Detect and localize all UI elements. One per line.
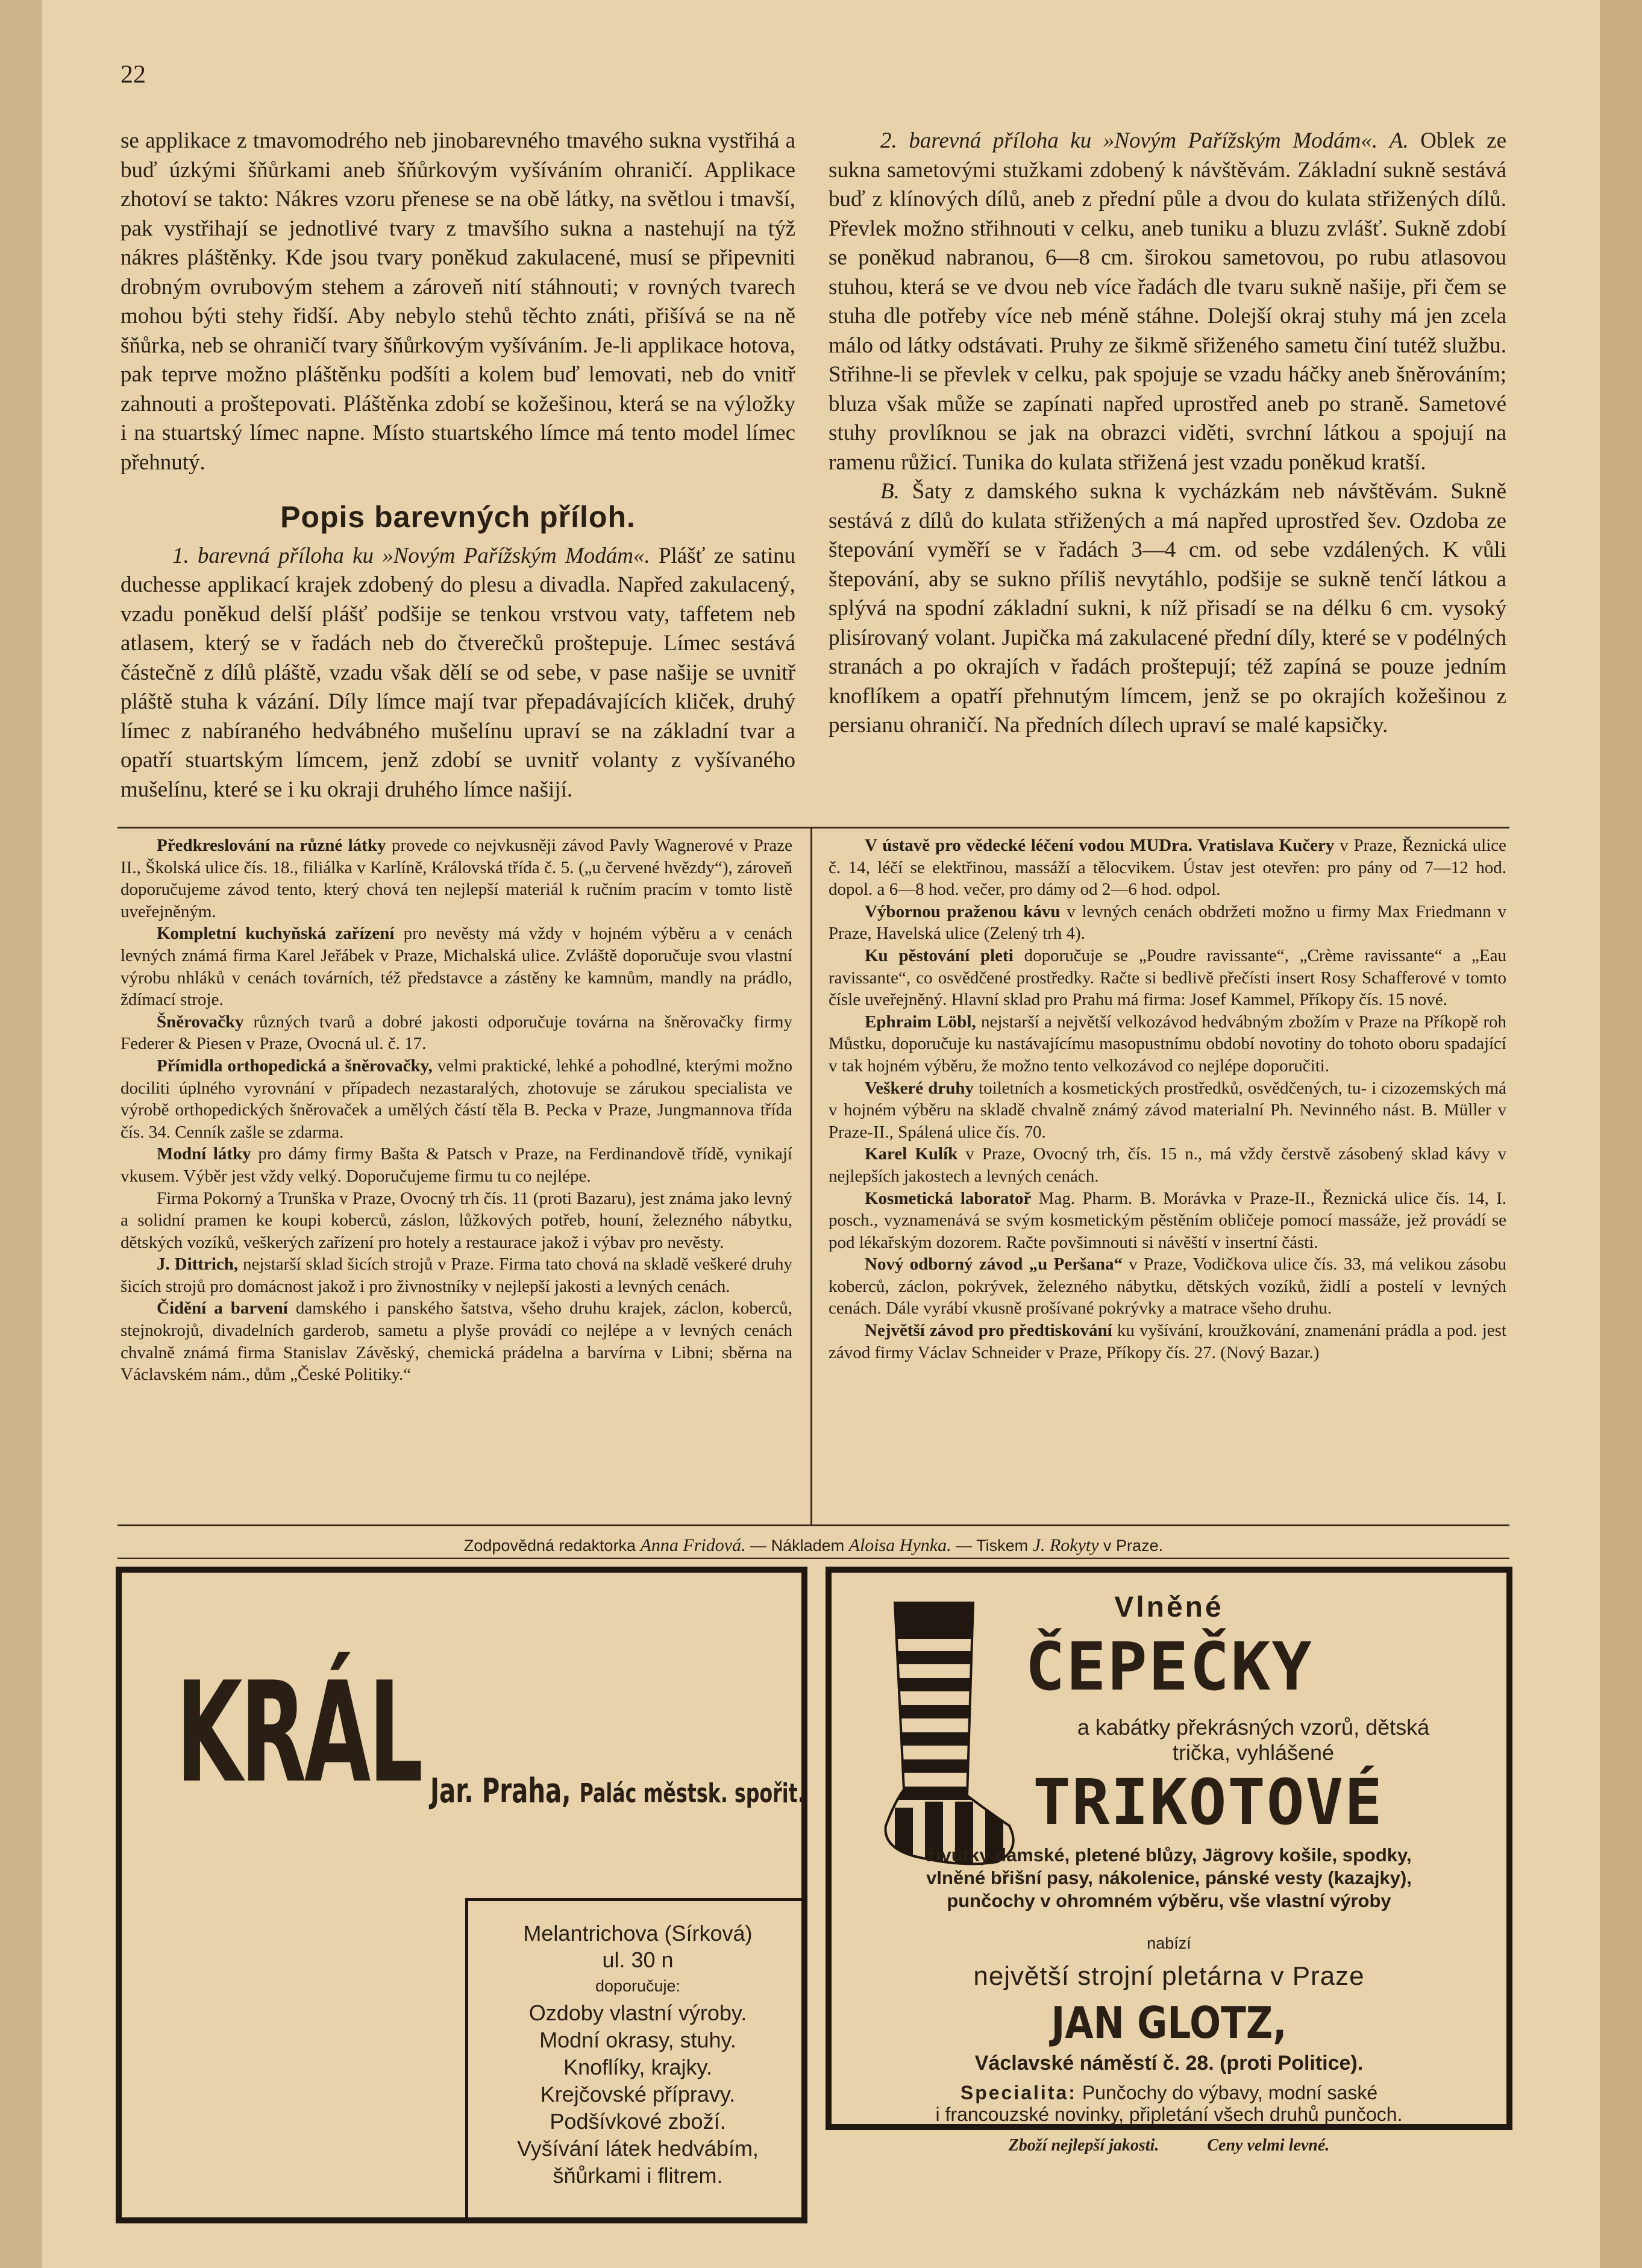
ad-glotz-specialita: Specialita: Punčochy do výbavy, modní saské i francouzské novinky, připletání všech druhů punčoch. — [935, 2082, 1403, 2125]
notice: Kosmetická laboratoř Mag. Pharm. B. Morávka v Praze-II., Řeznická ulice čís. 14, I. posch., vyznamenává se svým kosmetickým pěstěním obličeje pomocí massáže, jež provádí se pod lékařským dozorem. Račte povšimnouti si návěští v insertní části. — [829, 1188, 1507, 1252]
notices-left — [121, 835, 792, 1386]
plate2-a-paragraph — [829, 127, 1506, 477]
notice: Ku pěstování pleti doporučuje se „Poudre ravissante“, „Crème ravissante“ a „Eau ravissante“, co osvědčené prostředky. Račte si bedlivě přečísti insert Rosy Schafferové v tomto čísle uveřejněný. Hlavní sklad pro Prahu má firma: Josef Kammel, Příkopy čís. 15 nové. — [829, 945, 1506, 1010]
divider-notices-vertical — [810, 827, 812, 1524]
notice: Předkreslování na různé látky provede co nejvkusněji závod Pavly Wagnerové v Praze II., Školská ulice čís. 18., filiálka v Karlíně, Královská třída č. 5. („u červené hvězdy“), zároveň doporučujeme závod tento, který chová ten nejlepší materiál k ručním pracím v tomto listě uveřejněným. — [121, 836, 792, 921]
notice: V ústavě pro vědecké léčení vodou MUDra. Vratislava Kučery v Praze, Řeznická ulice č. 14, léčí se elektřinou, massáží a tělocvikem. Ústav jest otevřen: pro pány od 7—12 hod. dopol. a 6—8 hod. večer, pro dámy od 2—6 hod. odpol. — [829, 836, 1506, 900]
divider-notices-top — [118, 827, 1509, 829]
ad-glotz-nabizi: nabízí — [1147, 1934, 1191, 1952]
credits-line: Zodpovědná redaktorka Anna Fridová. — Nákladem Aloisa Hynka. — Tiskem J. Rokyty v Praze. — [463, 1535, 1164, 1555]
ad-glotz-address: Václavské náměstí č. 28. (proti Politice). — [974, 2052, 1364, 2075]
ad-glotz-vlnene: Vlněné — [1114, 1591, 1224, 1623]
ad-glotz-kabatky: a kabátky překrásných vzorů, dětská trička, vyhlášené — [1077, 1715, 1430, 1765]
divider-credits-top — [118, 1524, 1509, 1526]
page-edge-right — [1600, 0, 1642, 2268]
notice: Ephraim Löbl, nejstarší a největší velkozávod hedvábným zbožím v Praze na Příkopě roh Můstku, doporučuje ku nastávajícímu masopustnímu období novotiny do tohoto oboru spadající v tak hojném výběru, že možno tento velkozávod co nejlépe doporučiti. — [829, 1012, 1506, 1076]
ad-kral — [116, 1567, 807, 2223]
ad-kral-products: Ozdoby vlastní výroby. Modní okrasy, stuhy. Knoflíky, krajky. Krejčovské přípravy. Podšívkové zboží. Vyšívání látek hedvábím, šňůrkami i flitrem. — [517, 2000, 759, 2188]
plate2-b-text: Šaty z damského sukna k vycházkám neb návštěvám. Sukně sestává z dílů do kulata střižených a má napřed uprostřed šev. Ozdoba ze štepování vyměří se v řadách 3—4 cm. od sebe vzdálených. K vůli štepování, aby se sukno příliš nevytáhlo, podšije se sukně tenčí látkou a splývá na spodní základní sukni, k níž přisadí se na délku 6 cm. vysoký plisírovaný volant. Jupička má zakulacené přední díly, které se v podélných stranách a po okrajích v řadách proštepují; též zapíná se pouze jedním knoflíkem a opatří přehnutým límcem, jenž se po okrajích kožešinou z persianu ohraničí. Na předních dílech upraví se malé kapsičky. — [829, 479, 1507, 738]
section-title: Popis barevných příloh. — [280, 500, 636, 534]
ad-kral-subtitle: Jar. Praha, Palác městsk. spořit. — [430, 1771, 805, 1811]
ad-kral-details — [465, 1898, 807, 2223]
plate1-paragraph — [121, 542, 795, 805]
ad-glotz-products: živůtky damské, pletené blůzy, Jägrovy košile, spodky, vlněné břišní pasy, nákolenice, pánské vesty (kazajky), punčochy v ohromném výběru, vše vlastní výroby — [926, 1844, 1412, 1911]
divider-credits-bottom — [118, 1558, 1509, 1559]
notice: Šněrovačky různých tvarů a dobré jakosti odporučuje továrna na šněrovačky firmy Federer & Piesen v Praze, Ovocná ul. č. 17. — [121, 1012, 792, 1054]
plate1-heading: 1. barevná příloha ku »Novým Pařížským Modám«. — [172, 543, 650, 568]
notices-right — [829, 835, 1506, 1364]
ad-glotz-trikotove: TRIKOTOVÉ — [1033, 1765, 1383, 1839]
plate2-b-label: B. — [880, 479, 900, 504]
notice: Firma Pokorný a Trunška v Praze, Ovocný trh čís. 11 (proti Bazaru), jest známa jako levný a solidní pramen ke koupi koberců, záslon, lůžkových potřeb, houní, železného nábytku, dětských vozíků, veškerých zařízení pro hotely a restaurace jakož i výbav pro nevěsty. — [121, 1188, 792, 1252]
ad-glotz-slogan: největší strojní pletárna v Praze — [973, 1961, 1365, 1991]
notice: Výbornou praženou kávu v levných cenách obdržeti možno u firmy Max Friedmann v Praze, Havelská ulice (Zelený trh 4). — [829, 901, 1506, 944]
notice: Modní látky pro dámy firmy Bašta & Patsch v Praze, na Ferdinandově třídě, vynikají vkusem. Výběr jest vždy velký. Doporučujeme firmu tu co nejlépe. — [121, 1144, 792, 1186]
ad-glotz-name: JAN GLOTZ, — [1051, 1997, 1287, 2048]
ad-glotz — [826, 1567, 1512, 2155]
editor-name: Anna Fridová. — [640, 1535, 746, 1555]
notice: J. Dittrich, nejstarší sklad šicích strojů v Praze. Firma tato chová na skladě veškeré druhy šicích strojů pro domácnost jakož i pro živnostníky v nejlepší jakosti a levných cenách. — [121, 1255, 792, 1296]
notice: Karel Kulík v Praze, Ovocný trh, čís. 15 n., má vždy čerstvě zásobený sklad kávy v nejlepších jakostech a levných cenách. — [829, 1144, 1507, 1186]
notice: Největší závod pro předtiskování ku vyšívání, kroužkování, znamenání prádla a pod. jest závod firmy Václav Schneider v Praze, Příkopy čís. 27. (Nový Bazar.) — [829, 1321, 1506, 1362]
plate1-text: Plášť ze satinu duchesse applikací krajek zdobený do plesu a divadla. Napřed zakulacený, vzadu poněkud delší plášť podšije se tenkou vrstvou vaty, taffetem neb atlasem, který se v řadách neb do čtverečků proštepuje. Límec sestává částečně z dílů pláště, vzadu však dělí se od sebe, v pase našije se uvnitř pláště stuha k vázání. Díly límce mají tvar přepadávajících kliček, druhý límec z nabíraného hedvábného mušelínu upraví se na základní tvar a opatří stuartským límcem, jenž zdobí se uvnitř volanty z vyšívaného mušelínu, které se i ku okraji druhého límce našijí. — [121, 543, 796, 802]
ad-kral-recommends: doporučuje: — [595, 1977, 681, 1995]
notice: Kompletní kuchyňská zařízení pro nevěsty má vždy v hojném výběru a v cenách levných známá firma Karel Jeřábek v Praze, Michalská ulice. Zvláště doporučuje svou vlastní výrobu nhláků v cenách továrních, též představce a zástěny ke kamnům, mandly na prádlo, ždímací stroje. — [121, 924, 792, 1010]
ad-glotz-footer: Zboží nejlepší jakosti. Ceny velmi levné. — [1008, 2136, 1330, 2155]
intro-paragraph: se applikace z tmavomodrého neb jinobarevného tmavého sukna vystřihá a buď úzkými šňůrkami aneb šňůrkovým vyšíváním ohraničí. Applikace zhotoví se takto: Nákres vzoru přenese se na obě látky, na světlou i tmavší, pak vystřihají se jednotlivé tvary z tmavšího sukna a nastehují na týž nákres pláštěnky. Kde jsou tvary poněkud zakulacené, musí se připevniti drobným ovrubovým stehem a zároveň nití stáhnouti; v rovných tvarech mohou býti stehy řidší. Aby nebylo stehů těchto znáti, přišívá se na ně šňůrka, neb se ohraničí tvary šňůrkovým vyšíváním. Je-li applikace hotova, pak teprve možno pláštěnku podšíti a kolem buď lemovati, neb do vnitř zahnouti a proštepovati. Pláštěnka zdobí se kožešinou, která se na výložky i na stuartský límec napne. Místo stuartského límce má tento model límec přehnutý. — [121, 128, 795, 475]
notice: Veškeré druhy toiletních a kosmetických prostředků, osvědčených, tu- i cizozemských má v hojném výběru na skladě chvalně známý závod materialní Ph. Nevinného nást. B. Müller v Praze-II., Spálená ulice čís. 70. — [829, 1078, 1506, 1142]
column-right — [829, 127, 1506, 741]
plate2-b-paragraph — [829, 477, 1506, 741]
plate2-heading: 2. barevná příloha ku »Novým Pařížským Modám«. — [880, 128, 1378, 153]
ad-kral-name: KRÁL — [176, 1653, 421, 1814]
page-number: 22 — [121, 61, 146, 89]
column-left — [121, 127, 795, 804]
ad-kral-address: Melantrichova (Sírková) ul. 30 n — [523, 1921, 753, 1972]
publisher-name: Aloisa Hynka. — [848, 1535, 951, 1555]
plate2-a-label: A. — [1389, 128, 1409, 153]
notice: Čidění a barvení damského i panského šatstva, všeho druhu krajek, záclon, koberců, stejnokrojů, divadelních garderob, sametu a plyše provádí co nejlépe a v levných cenách chvalně známá firma Stanislav Závěský, chemická prádelna a barvírna v Libni; sběrna na Václavském nám., dům „České Politiky.“ — [121, 1298, 792, 1385]
notice: Nový odborný závod „u Peršana“ v Praze, Vodičkova ulice čís. 33, má velikou zásobu koberců, záclon, pokrývek, železného nábytku, dětských vozíků, židlí a postelí v levných cenách. Dále vyrábí vkusně prošívané pokrývky a matrace všeho druhu. — [829, 1255, 1506, 1318]
notice: Přímidla orthopedická a šněrovačky, velmi praktické, lehké a pohodlné, kterými možno dociliti úplného vyrovnání v případech nezastaralých, zhotovuje se zárukou specialista ve výrobě orthopedických šněrovaček a umělých částí těla B. Pecka v Praze, Jungmannova třída čís. 34. Cenník zašle se zdarma. — [121, 1056, 792, 1142]
printer-name: J. Rokyty — [1032, 1535, 1099, 1555]
ad-glotz-cepecky: ČEPEČKY — [1025, 1628, 1313, 1705]
plate2-a-text: Oblek ze sukna sametovými stužkami zdobený k návštěvám. Základní sukně sestává buď z klínových dílů, aneb z přední půle a dvou do kulata střižených dílů. Převlek možno střihnouti v celku, aneb tuniku a bluzu zvlášť. Sukně zdobí se poněkud nabranou, 6—8 cm. širokou sametovou, po rubu atlasovou stuhou, která se ve dvou neb více řadách dle tvaru sukně našije, při čem se stuha dle potřeby více neb méně stáhne. Dolejší okraj stuhy má jen zcela málo od látky odstávati. Pruhy ze šikmě sřiženého sametu činí tutéž službu. Střihne-li se převlek v celku, pak spojuje se vzadu háčky aneb šněrováním; bluza však může se zapínati napřed uprostřed aneb po straně. Sametové stuhy provlíknou se jak na obrazci viděti, svrchní látkou a spojují na ramenu růžicí. Tunika do kulata střižená jest vzadu poněkud kratší. — [829, 128, 1506, 475]
page-edge-left — [0, 0, 42, 2268]
